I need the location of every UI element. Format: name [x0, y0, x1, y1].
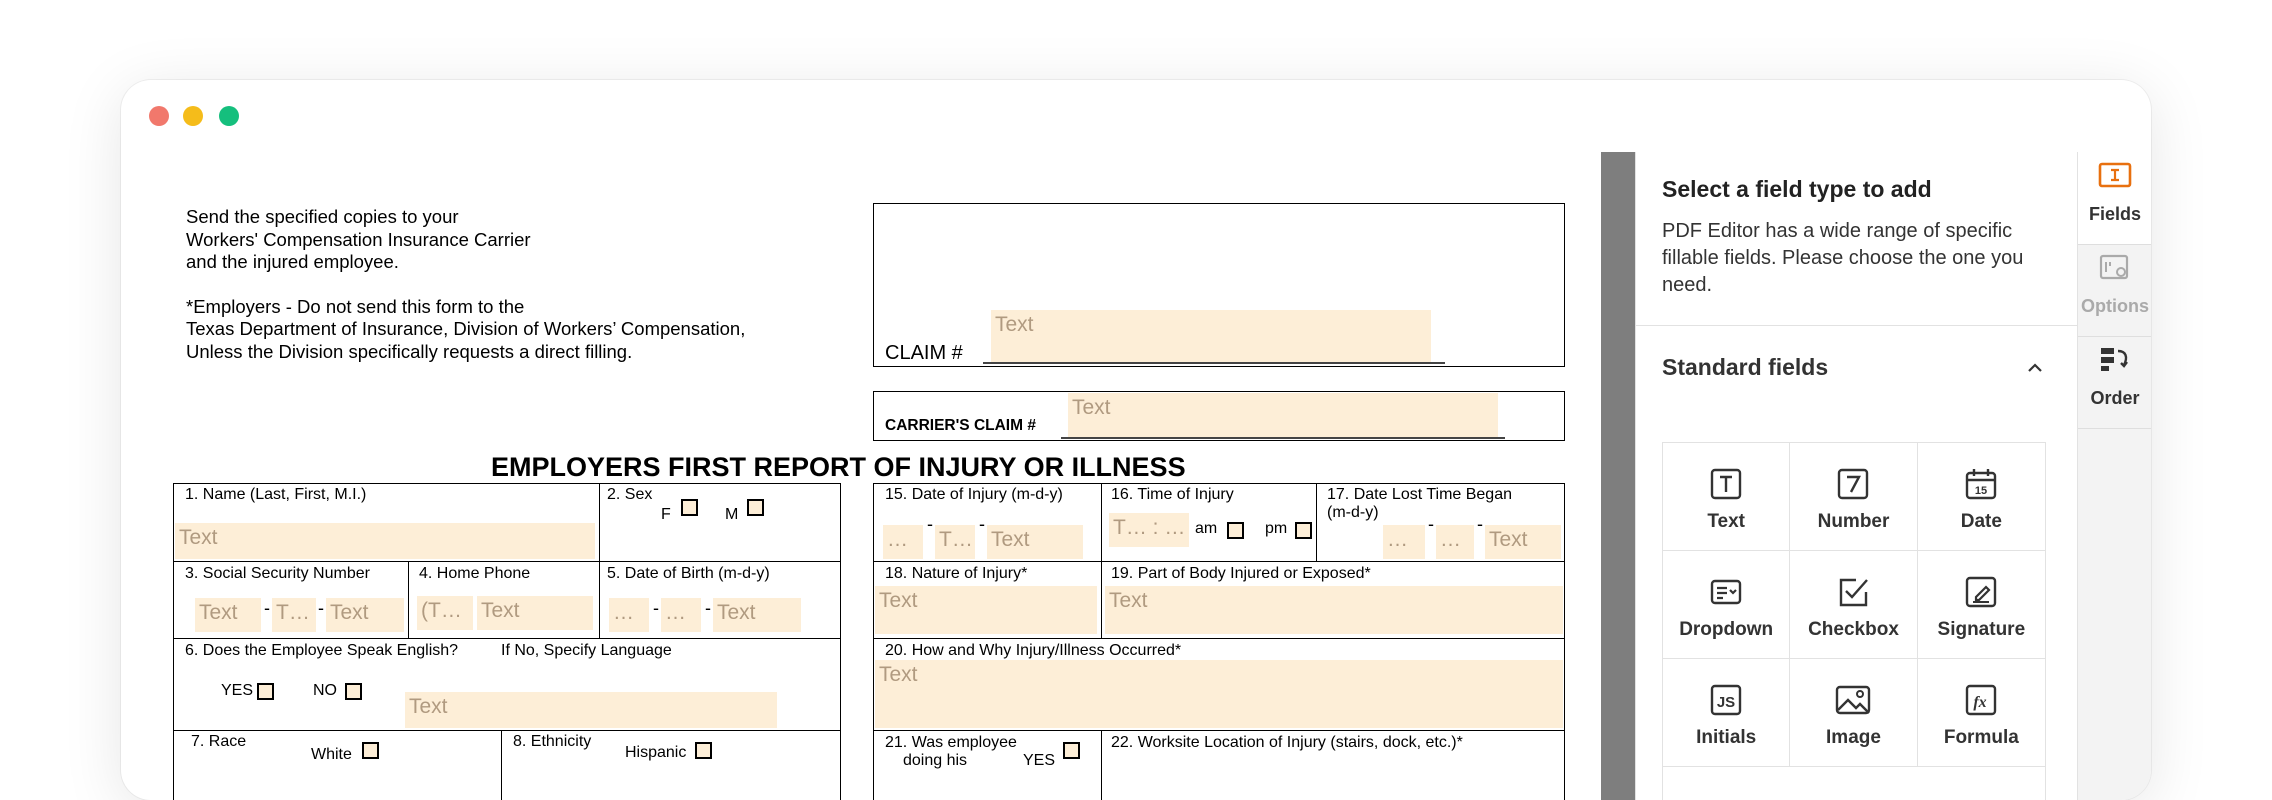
number-field-tile[interactable] [1790, 443, 1917, 551]
chevron-up-icon[interactable] [2027, 360, 2043, 376]
phone-number-field[interactable]: Text [477, 596, 593, 630]
checkbox-field-tile[interactable] [1790, 551, 1917, 659]
english-yes-checkbox[interactable] [257, 683, 274, 700]
pdf-scrollbar[interactable] [1601, 152, 1635, 800]
tile-label: Signature [1937, 619, 2026, 640]
sex-m-label: M [725, 506, 739, 523]
english-yes-label: YES [221, 682, 254, 699]
tile-label: Initials [1696, 727, 1757, 748]
carrier-claim-field[interactable]: Text [1068, 393, 1498, 437]
side-tabs [2077, 152, 2151, 800]
minimize-window-button[interactable] [183, 106, 203, 126]
initials-icon [1709, 683, 1743, 717]
carrier-claim-underline [1061, 437, 1505, 439]
signature-icon [1964, 575, 1998, 609]
was-employee-yes-checkbox[interactable] [1063, 742, 1080, 759]
formula-icon [1964, 683, 1998, 717]
home-phone-label: 4. Home Phone [419, 565, 531, 582]
ethnicity-hispanic-checkbox[interactable] [695, 742, 712, 759]
pdf-page: Send the specified copies to your Workers' Compensation Insurance Carrier and the injured employee. *Employers - Do not send this form to the Texas Department of Insurance, Division of Workers’ Compensation, Unless the Division specifically requests a direct filling. CLAIM # Text CARRIER'S CLAIM # Text EMPLOYERS FIRST REPORT OF INJURY OR ILLNESS 1. Name (Last, First, M.I.) Text 2. Sex F M 3. Social Security Number Text - T… - Text 4. Home Phone (T… Text 5. Date of Birth (m-d-y) … - … - Text 6. Does the Employee Speak English? If No, Specify Language YES NO Text 7. Race White 8. Ethnicity Hispanic 15. Date of Injury (m-d-y) … - T… - Text 16. Time of Injury T… : … am pm 17. Date Lost Time Began (m-d-y) … - … - Text 18. Nature of Injury* Text 19. Part of Body Injured or Exposed* Text 20. How and Why Injury/Illness Occurred* Text 21. Was employee doing his YES 22. Worksite Location of Injury (stairs, dock, etc.)* [121, 150, 1596, 800]
panel-divider [1636, 325, 2078, 326]
was-employee-yes-label: YES [1023, 752, 1056, 769]
time-injury-label: 16. Time of Injury [1111, 486, 1234, 503]
tile-label: Text [1707, 511, 1745, 532]
ssn-part2-field[interactable]: T… [272, 598, 316, 632]
how-why-field[interactable]: Text [875, 660, 1563, 728]
was-employee-label: 21. Was employee [885, 734, 1017, 751]
fields-tab-icon [2097, 160, 2133, 190]
tab-order[interactable] [2078, 336, 2151, 429]
instructions-line: Texas Department of Insurance, Division of Workers’ Compensation, [186, 318, 746, 339]
field-type-panel [1635, 152, 2078, 800]
dob-day-field[interactable]: … [661, 598, 701, 632]
body-part-field[interactable]: Text [1105, 586, 1563, 634]
tab-label: Options [2081, 296, 2149, 316]
formula-field-tile[interactable] [1918, 659, 2045, 767]
tile-label: Formula [1943, 727, 2019, 748]
text-field-tile[interactable] [1663, 443, 1790, 551]
tab-fields[interactable] [2078, 152, 2151, 245]
specify-language-field[interactable]: Text [405, 692, 777, 728]
dropdown-field-tile[interactable] [1663, 551, 1790, 659]
date-field-tile[interactable] [1918, 443, 2045, 551]
initials-field-tile[interactable] [1663, 659, 1790, 767]
english-label: 6. Does the Employee Speak English? [185, 642, 459, 659]
nature-injury-label: 18. Nature of Injury* [885, 565, 1028, 582]
svg-text:fx: fx [1973, 694, 1987, 711]
injury-month-field[interactable]: … [883, 525, 923, 559]
how-why-label: 20. How and Why Injury/Illness Occurred* [885, 642, 1182, 659]
injury-year-field[interactable]: Text [987, 525, 1083, 559]
race-white-checkbox[interactable] [362, 742, 379, 759]
sex-f-label: F [661, 506, 671, 523]
lost-day-field[interactable]: … [1436, 525, 1474, 559]
claim-label: CLAIM # [885, 342, 963, 364]
race-label: 7. Race [191, 733, 247, 750]
tile-label: Checkbox [1808, 619, 1899, 640]
signature-field-tile[interactable] [1918, 551, 2045, 659]
dropdown-icon [1709, 575, 1743, 609]
tile-label: Number [1817, 511, 1890, 532]
date-injury-label: 15. Date of Injury (m-d-y) [885, 486, 1063, 503]
ssn-part1-field[interactable]: Text [195, 598, 261, 632]
lost-year-field[interactable]: Text [1485, 525, 1561, 559]
ssn-part3-field[interactable]: Text [326, 598, 404, 632]
name-label: 1. Name (Last, First, M.I.) [185, 486, 367, 503]
standard-fields-heading: Standard fields [1662, 354, 1829, 380]
nature-injury-field[interactable]: Text [875, 586, 1097, 634]
image-field-tile[interactable] [1790, 659, 1917, 767]
am-checkbox[interactable] [1227, 522, 1244, 539]
dob-year-field[interactable]: Text [713, 598, 801, 632]
carrier-claim-label: CARRIER'S CLAIM # [885, 417, 1036, 434]
ethnicity-hispanic-label: Hispanic [625, 744, 687, 761]
tab-options[interactable] [2078, 244, 2151, 337]
options-tab-icon [2097, 252, 2133, 282]
phone-area-field[interactable]: (T… [417, 596, 473, 630]
maximize-window-button[interactable] [219, 106, 239, 126]
time-injury-field[interactable]: T… : … [1109, 513, 1189, 547]
specify-language-label: If No, Specify Language [501, 642, 672, 659]
pm-checkbox[interactable] [1295, 522, 1312, 539]
injury-day-field[interactable]: T… [935, 525, 975, 559]
claim-underline [983, 362, 1445, 364]
checkbox-icon [1836, 575, 1870, 609]
instructions-line: Unless the Division specifically requests a direct filling. [186, 340, 633, 362]
form-title: EMPLOYERS FIRST REPORT OF INJURY OR ILLNESS [491, 452, 1186, 482]
instructions-block [186, 206, 745, 363]
name-field[interactable]: Text [175, 523, 595, 559]
lost-month-field[interactable]: … [1383, 525, 1425, 559]
ssn-label: 3. Social Security Number [185, 565, 370, 582]
pm-label: pm [1265, 520, 1288, 537]
tab-label: Fields [2088, 204, 2141, 224]
date-lost-label: 17. Date Lost Time Began [1327, 486, 1512, 503]
sex-m-checkbox[interactable] [747, 499, 764, 516]
tile-label: Image [1826, 727, 1881, 748]
text-field-icon [1709, 467, 1743, 501]
was-employee-label-2: doing his [903, 752, 968, 769]
instructions-line: Send the specified copies to your [186, 206, 459, 227]
worksite-label: 22. Worksite Location of Injury (stairs, dock, etc.)* [1111, 734, 1463, 751]
number-field-icon [1836, 467, 1870, 501]
sex-label: 2. Sex [607, 486, 653, 503]
instructions-line: and the injured employee. [186, 251, 399, 272]
instructions-line: Workers' Compensation Insurance Carrier [186, 228, 531, 250]
app-window [121, 80, 2151, 800]
ethnicity-label: 8. Ethnicity [513, 733, 592, 750]
claim-number-field[interactable]: Text [991, 310, 1431, 362]
english-no-label: NO [313, 682, 337, 699]
instructions-line: *Employers - Do not send this form to the [186, 295, 525, 317]
tile-label: Date [1960, 511, 2002, 532]
date-lost-label-2: (m-d-y) [1327, 504, 1379, 521]
english-no-checkbox[interactable] [345, 683, 362, 700]
svg-text:JS: JS [1716, 694, 1736, 711]
panel-title: Select a field type to add [1662, 176, 1932, 202]
am-label: am [1195, 520, 1218, 537]
tile-label: Dropdown [1679, 619, 1774, 640]
dob-month-field[interactable]: … [609, 598, 649, 632]
order-tab-icon [2097, 344, 2133, 374]
close-window-button[interactable] [149, 106, 169, 126]
calendar-icon [1964, 467, 1998, 501]
dob-label: 5. Date of Birth (m-d-y) [607, 565, 770, 582]
field-type-grid [1662, 442, 2046, 800]
tab-label: Order [2090, 388, 2140, 408]
race-white-label: White [311, 746, 352, 763]
panel-description: PDF Editor has a wide range of specific fillable fields. Please choose the one you need. [1662, 220, 2024, 296]
body-part-label: 19. Part of Body Injured or Exposed* [1111, 565, 1371, 582]
sex-f-checkbox[interactable] [681, 499, 698, 516]
image-icon [1835, 683, 1871, 717]
svg-text:15: 15 [1975, 485, 1988, 497]
